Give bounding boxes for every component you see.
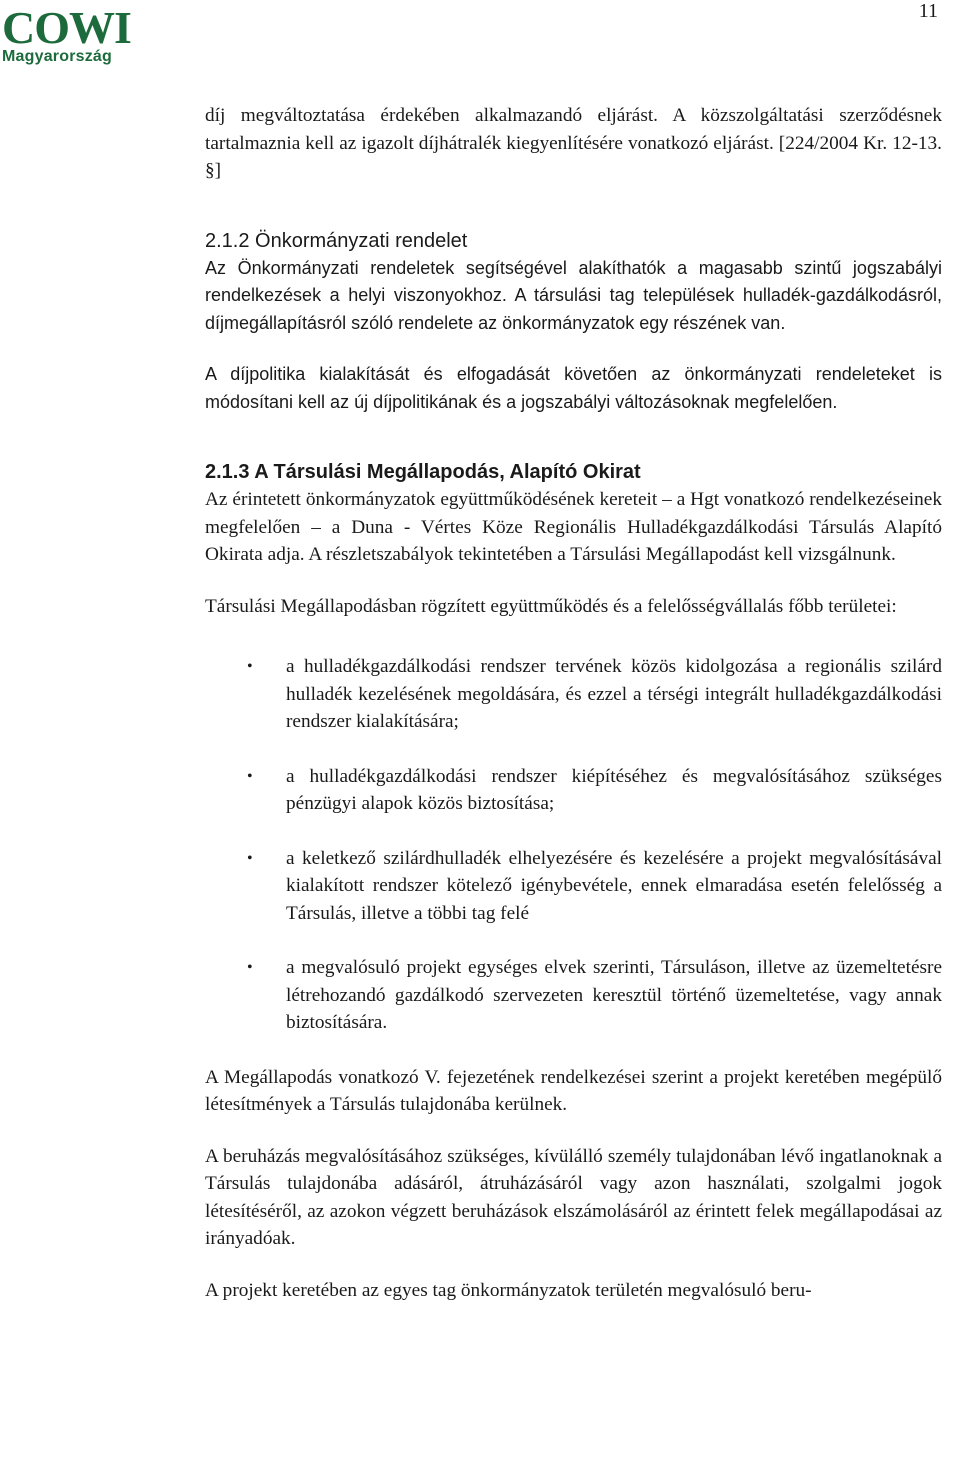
list-item xyxy=(205,845,942,928)
section-2-1-2-paragraph-1: Az Önkormányzati rendeletek segítségével alakíthatók a magasabb szintű jogszabályi rendelkezések a helyi viszonyokhoz. A társulási tag települések hulladék-gazdálkodásról, díjmegállapításról szóló rendelete az önkormányzatok egy részének van. xyxy=(205,257,942,333)
section-2-1-2-heading: 2.1.2 Önkormányzati rendelet xyxy=(205,229,468,252)
list-item-text: a keletkező szilárdhulladék elhelyezésére és kezelésére a projekt megvalósításával kialakított rendszer kötelező igénybevétele, ennek elmaradása esetén felelősség a Társulás, illetve a többi tag felé xyxy=(286,847,942,924)
section-2-1-2-paragraph-2: A díjpolitika kialakítását és elfogadását követően az önkormányzati rendeleteket is módosítani kell az új díjpolitikának és a jogszabályi változásoknak megfelelően. xyxy=(205,364,942,412)
section-2-1-3-heading: 2.1.3 A Társulási Megállapodás, Alapító Okirat xyxy=(205,461,641,483)
list-item xyxy=(205,954,942,1037)
section-2-1-3-paragraph-2: Társulási Megállapodásban rögzített együttműködés és a felelősségvállalás főbb területei: xyxy=(205,595,897,617)
section-2-1-3-paragraph-1: Az érintetett önkormányzatok együttműködésének kereteit – a Hgt vonatkozó rendelkezéseinek megfelelően – a Duna - Vértes Köze Regionális Hulladékgazdálkodási Társulás Alapító Okirata adja. A részletszabályok tekintetében a Társulási Megállapodást kell vizsgálnunk. xyxy=(205,489,942,565)
document-body xyxy=(205,102,942,1304)
list-item-text: a hulladékgazdálkodási rendszer tervének közös kidolgozása a regionális szilárd hulladék kezelésének megoldására, és ezzel a térségi integrált hulladékgazdálkodási rendszer kialakítására; xyxy=(286,656,942,732)
intro-paragraph: díj megváltoztatása érdekében alkalmazandó eljárást. A közszolgáltatási szerződésnek tartalmaznia kell az igazolt díjhátralék kiegyenlítésére vonatkozó eljárást. [224/2004 Kr. 12-13. §] xyxy=(205,105,942,181)
agreement-paragraph: A Megállapodás vonatkozó V. fejezetének rendelkezései szerint a projekt keretében megépülő létesítmények a Társulás tulajdonába kerülnek. xyxy=(205,1066,942,1115)
project-paragraph: A projekt keretében az egyes tag önkormányzatok területén megvalósuló beru- xyxy=(205,1279,812,1301)
list-item-text: a megvalósuló projekt egységes elvek szerinti, Társuláson, illetve az üzemeltetésre létrehozandó gazdálkodó szervezeten keresztül történő üzemeltetése, vagy annak biztosítására. xyxy=(286,957,942,1033)
list-item-text: a hulladékgazdálkodási rendszer kiépítéséhez és megvalósításához szükséges pénzügyi alapok közös biztosítása; xyxy=(286,765,942,814)
investment-paragraph: A beruházás megvalósításához szükséges, kívülálló személy tulajdonában lévő ingatlanoknak a Társulás tulajdonába adásáról, átruházásáról vagy azon használati, szolgalmi jogok létesítéséről, az azokon végzett beruházások elszámolásáról az érintett felek megállapodásai az irányadóak. xyxy=(205,1145,942,1249)
bullet-icon: • xyxy=(247,767,253,785)
list-item xyxy=(205,653,942,736)
logo-subtitle: Magyarország xyxy=(2,48,112,65)
responsibility-list xyxy=(205,653,942,1037)
bullet-icon: • xyxy=(247,959,253,976)
list-item xyxy=(205,763,942,818)
bullet-icon: • xyxy=(247,658,253,675)
page-number: 11 xyxy=(918,0,938,22)
logo-wordmark: COWI xyxy=(2,2,131,53)
bullet-icon: • xyxy=(247,849,253,867)
company-logo xyxy=(2,2,131,66)
